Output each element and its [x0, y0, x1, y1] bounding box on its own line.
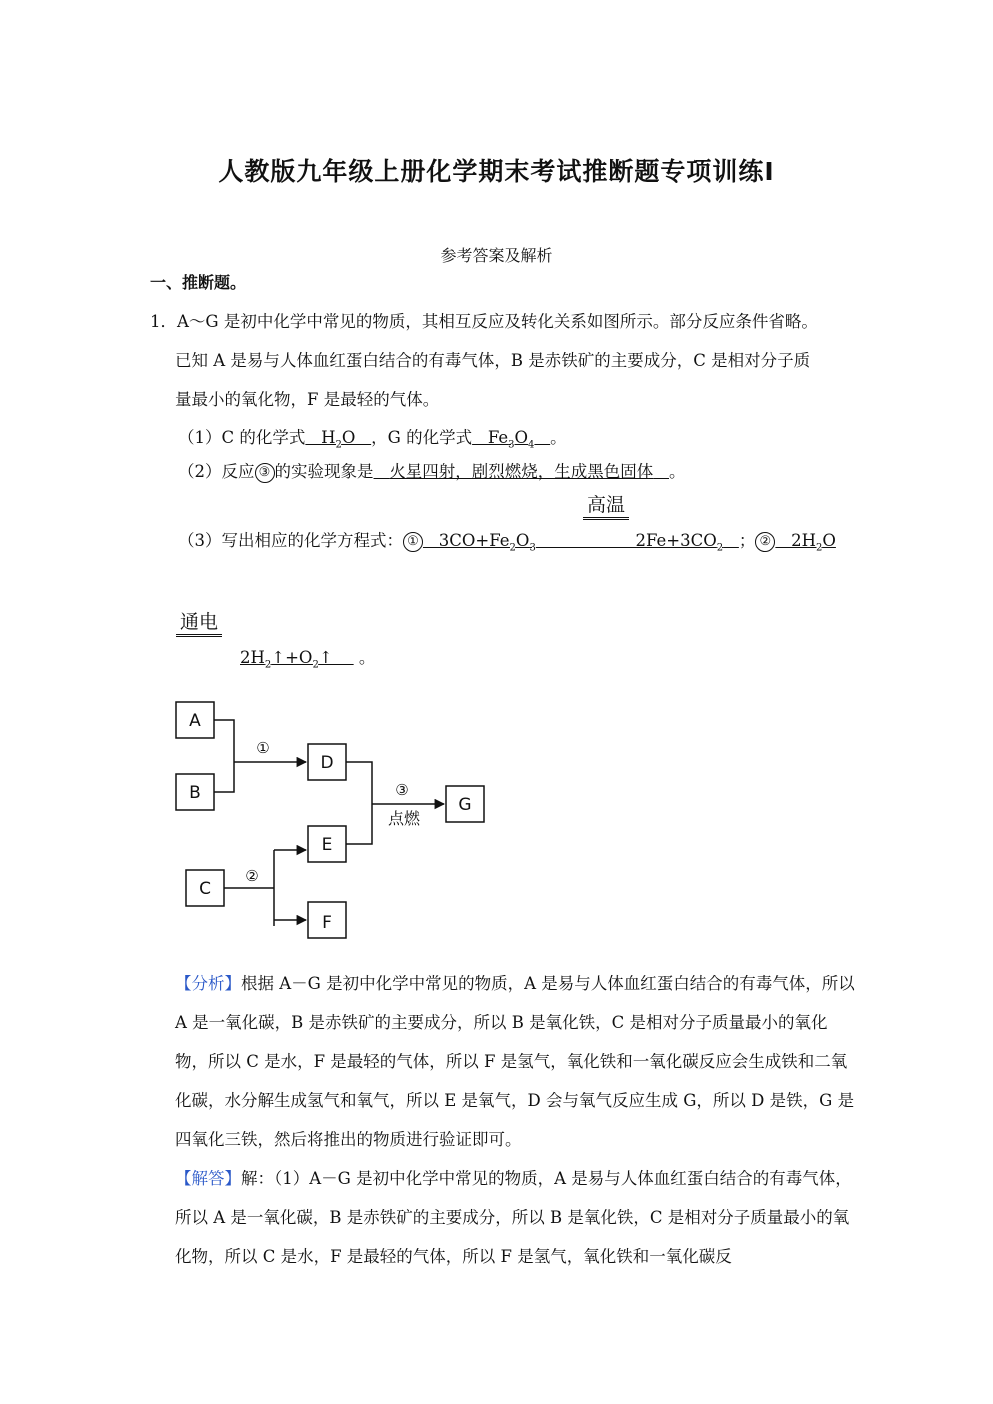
- part-1: （1）C 的化学式 $H_2O$ ，G 的化学式 $Fe_3O_4$ 。: [178, 428, 567, 451]
- question-1-line3: 量最小的氧化物，F 是最轻的气体。: [175, 390, 440, 409]
- node-b: B: [189, 783, 201, 803]
- analysis-block: [175, 964, 855, 1159]
- answer-tag: 【解答】: [175, 1169, 241, 1188]
- analysis-tag: 【分析】: [175, 974, 241, 993]
- answer-g-formula: $Fe_3O_4$: [472, 428, 535, 451]
- part-3: （3）写出相应的化学方程式： ① $3CO+Fe_2O_3$ $2Fe+3CO_2$ ； ② $2H_2O$: [178, 531, 836, 554]
- page-title: 人教版九年级上册化学期末考试推断题专项训练Ⅰ: [218, 157, 775, 186]
- question-number: 1．: [150, 312, 177, 331]
- condition-high-temp: 高温: [583, 490, 629, 520]
- part-2: （2）反应 ③ 的实验现象是 火星四射，剧烈燃烧，生成黑色固体 。: [178, 462, 686, 481]
- label-ignite: 点燃: [387, 809, 421, 828]
- answer-block: [175, 1159, 855, 1276]
- answer-c-formula: $H_2O$: [305, 428, 372, 451]
- circled-3: ③: [255, 463, 275, 483]
- question-1-line2: 已知 A 是易与人体血红蛋白结合的有毒气体，B 是赤铁矿的主要成分，C 是相对分子质: [175, 351, 811, 370]
- reaction-diagram: [160, 690, 500, 950]
- question-1-line1: 1．A～G 是初中化学中常见的物质，其相互反应及转化关系如图所示。部分反应条件省略。: [150, 312, 818, 331]
- label-reaction-3: ③: [395, 781, 409, 799]
- node-c: C: [199, 879, 211, 899]
- answer-text: 解：（1）A－G 是初中化学中常见的物质，A 是易与人体血红蛋白结合的有毒气体，所以 A 是一氧化碳，B 是赤铁矿的主要成分，所以 B 是氧化铁，C 是相对分子质量最小的氧化物，所以 C 是水，F 是最轻的气体，所以 F 是氢气，氧化铁和一氧化碳反: [175, 1169, 852, 1266]
- node-e: E: [321, 835, 333, 855]
- section-heading: 一、推断题。: [150, 273, 247, 292]
- circled-1: ①: [403, 532, 423, 552]
- node-g: G: [458, 795, 472, 815]
- label-reaction-1: ①: [256, 739, 270, 757]
- circled-2: ②: [755, 532, 775, 552]
- equation-2-end: $2H_2↑+O_2↑$ 。: [240, 648, 376, 671]
- node-f: F: [322, 913, 332, 933]
- node-a: A: [189, 711, 201, 731]
- condition-electric: 通电: [176, 607, 222, 637]
- node-d: D: [320, 753, 334, 773]
- equation-1: $3CO+Fe_2O_3$ $2Fe+3CO_2$: [423, 531, 724, 554]
- answer-phenomenon: 火星四射，剧烈燃烧，生成黑色固体: [389, 462, 654, 481]
- subtitle: 参考答案及解析: [440, 246, 553, 265]
- analysis-text: 根据 A－G 是初中化学中常见的物质，A 是易与人体血红蛋白结合的有毒气体，所以 A 是一氧化碳，B 是赤铁矿的主要成分，所以 B 是氧化铁，C 是相对分子质量最小的氧化物，所以 C 是水，F 是最轻的气体，所以 F 是氢气，氧化铁和一氧化碳反应会生成铁和二氧化碳，水分解生成氢气和氧气，所以 E 是氧气，D 会与氧气反应生成 G，所以 D 是铁，G 是四氧化三铁，然后将推出的物质进行验证即可。: [175, 974, 855, 1149]
- equation-2-start: $2H_2O$: [775, 531, 836, 554]
- label-reaction-2: ②: [245, 867, 259, 885]
